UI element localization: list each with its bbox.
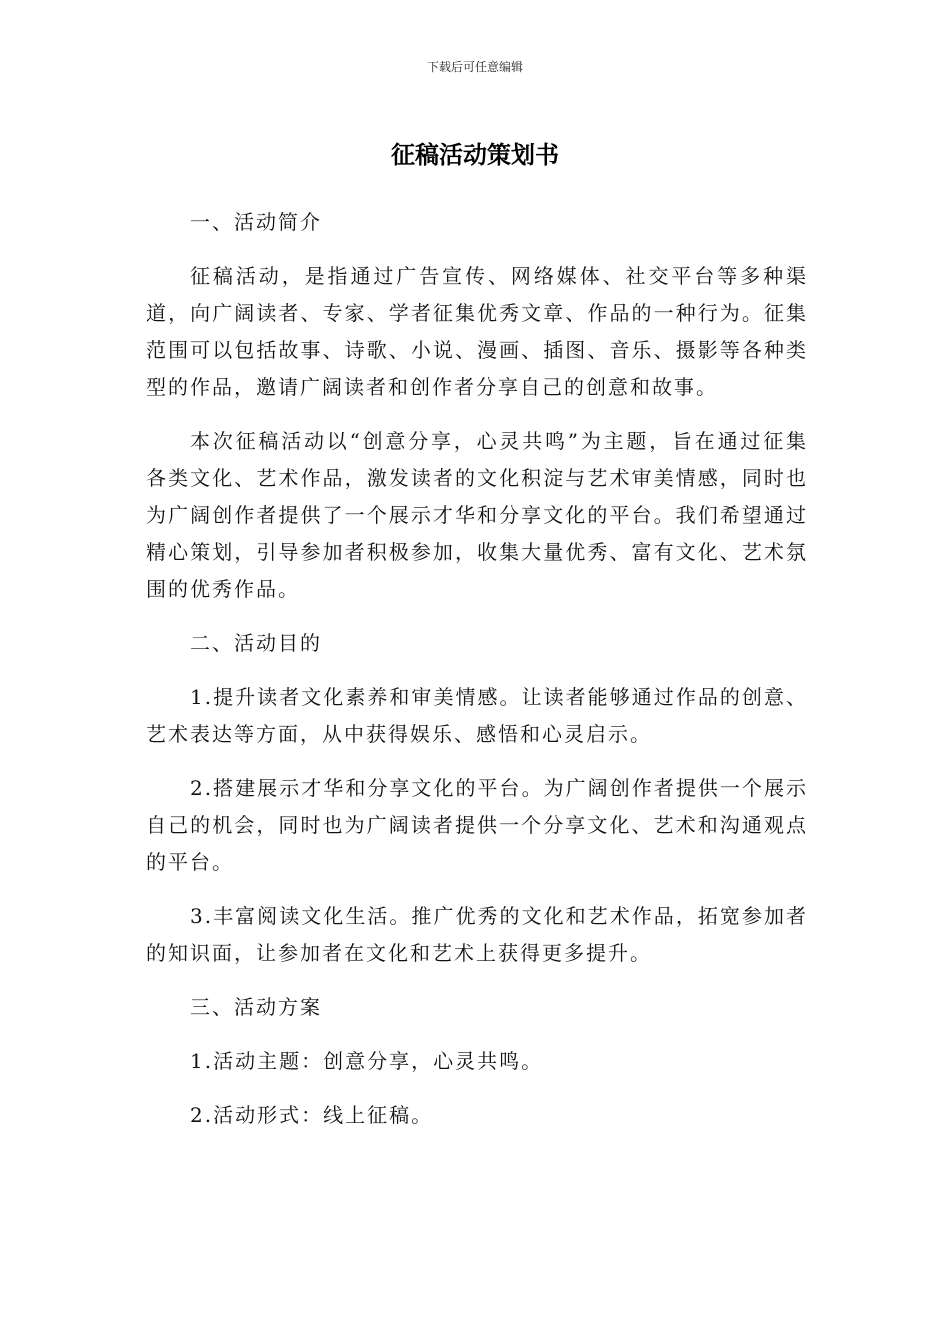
paragraph-purpose-1: 1.提升读者文化素养和审美情感。让读者能够通过作品的创意、艺术表达等方面，从中获得娱乐、感悟和心灵启示。 (146, 685, 808, 746)
paragraph-plan-2: 2.活动形式：线上征稿。 (190, 1103, 434, 1127)
section-heading-intro: 一、活动简介 (190, 210, 322, 234)
section-heading-plan: 三、活动方案 (190, 995, 322, 1019)
paragraph-purpose-3: 3.丰富阅读文化生活。推广优秀的文化和艺术作品，拓宽参加者的知识面，让参加者在文化和艺术上获得更多提升。 (146, 904, 808, 965)
document-body (146, 204, 808, 1151)
paragraph-plan-1: 1.活动主题：创意分享，心灵共鸣。 (190, 1049, 544, 1073)
header-note: 下载后可任意编辑 (426, 60, 523, 74)
section-heading-purpose: 二、活动目的 (190, 631, 322, 655)
document-title: 征稿活动策划书 (391, 141, 559, 169)
paragraph-intro-2: 本次征稿活动以“创意分享，心灵共鸣”为主题，旨在通过征集各类文化、艺术作品，激发读者的文化积淀与艺术审美情感，同时也为广阔创作者提供了一个展示才华和分享文化的平台。我们希望通过精心策划，引导参加者积极参加，收集大量优秀、富有文化、艺术氛围的优秀作品。 (146, 429, 808, 601)
paragraph-intro-1: 征稿活动，是指通过广告宣传、网络媒体、社交平台等多种渠道，向广阔读者、专家、学者征集优秀文章、作品的一种行为。征集范围可以包括故事、诗歌、小说、漫画、插图、音乐、摄影等各种类型的作品，邀请广阔读者和创作者分享自己的创意和故事。 (146, 264, 808, 399)
paragraph-purpose-2: 2.搭建展示才华和分享文化的平台。为广阔创作者提供一个展示自己的机会，同时也为广阔读者提供一个分享文化、艺术和沟通观点的平台。 (146, 776, 808, 874)
